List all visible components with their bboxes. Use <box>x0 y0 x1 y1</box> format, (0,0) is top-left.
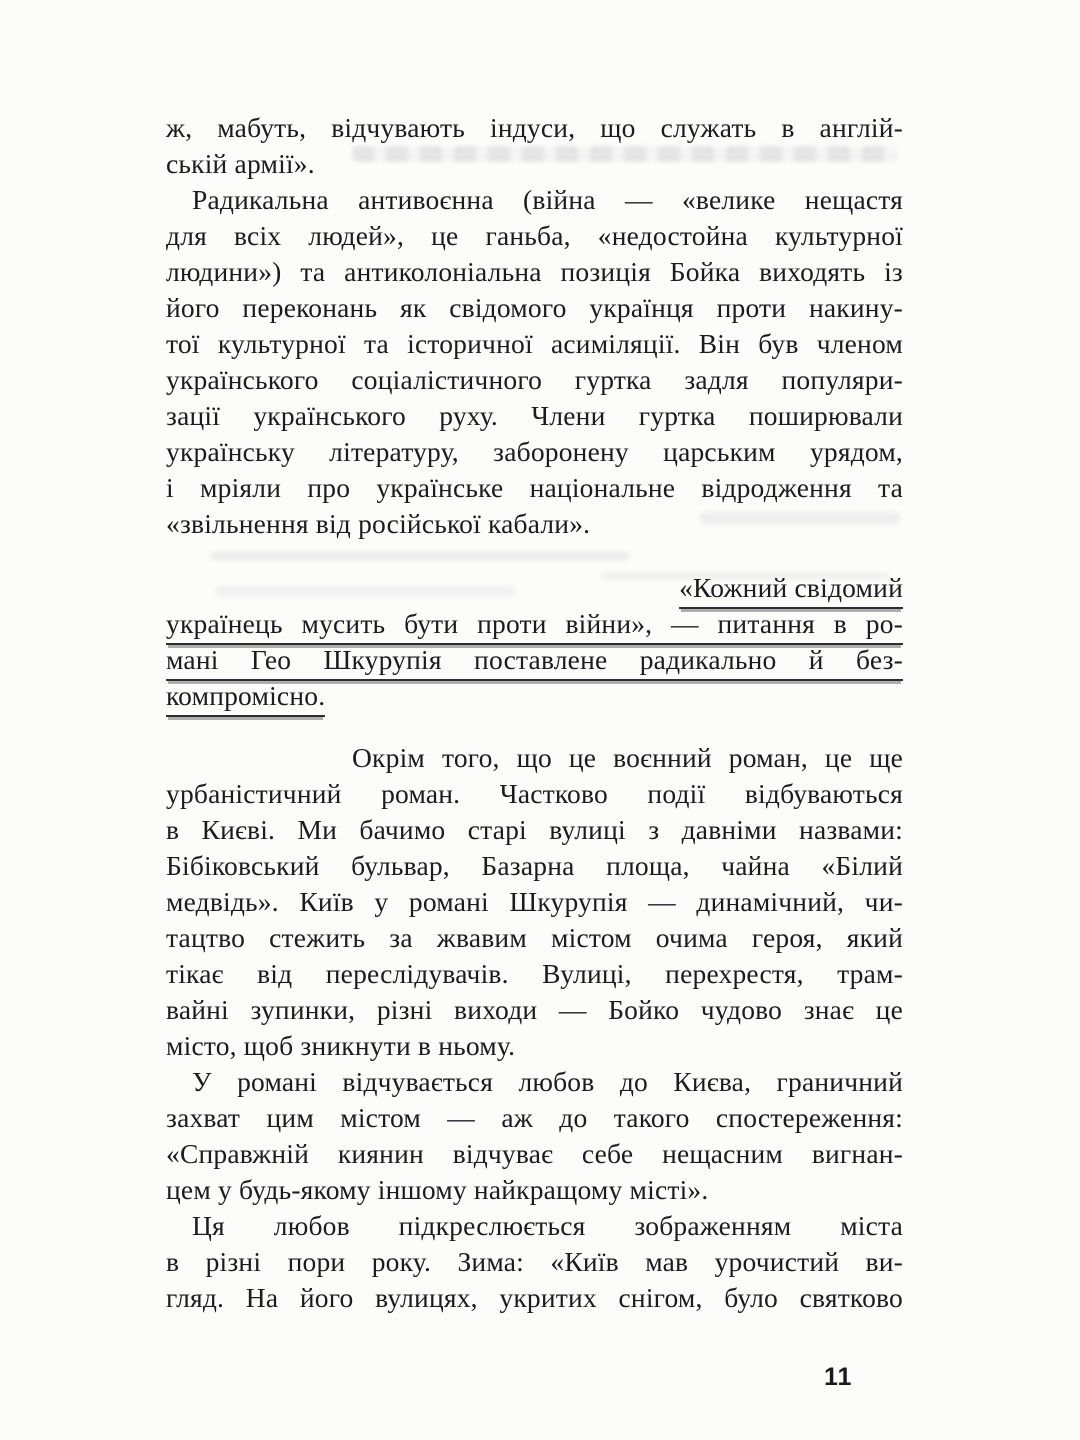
text-line: українського соціалістичного гуртка задля популяри- <box>166 364 903 395</box>
text-line: урбаністичний роман. Частково події відбуваються <box>166 778 903 809</box>
paragraph <box>166 1208 903 1316</box>
text-line: зації українського руху. Члени гуртка поширювали <box>166 400 903 431</box>
text-line: гляд. На його вулицях, укритих снігом, було святково <box>166 1282 903 1313</box>
paragraph <box>166 182 903 542</box>
text-line: «звільнення від російської кабали». <box>166 508 591 539</box>
text-line: тої культурної та історичної асиміляції. Він був членом <box>166 328 903 359</box>
text-line: місто, щоб зникнути в ньому. <box>166 1030 516 1061</box>
text-line: його переконань як свідомого українця проти накину- <box>166 292 903 323</box>
text-line: ж, мабуть, відчувають індуси, що служать в англій- <box>166 112 903 143</box>
text-line: в різні пори року. Зима: «Київ мав урочистий ви- <box>166 1246 903 1277</box>
paragraph <box>166 1064 903 1208</box>
paragraph <box>166 110 903 182</box>
text-line: тацтво стежить за жвавим містом очима героя, який <box>166 922 903 953</box>
text-line: Ця любов підкреслюється зображенням міста <box>192 1210 903 1241</box>
text-line: Радикальна антивоєнна (війна — «велике нещастя <box>192 184 903 215</box>
text-line: вайні зупинки, різні виходи — Бойко чудово знає це <box>166 994 903 1025</box>
page-number: 11 <box>824 1363 853 1391</box>
text-line: в Києві. Ми бачимо старі вулиці з давніми назвами: <box>166 814 903 845</box>
text-line: «Справжній киянин відчуває себе нещасним вигнан- <box>166 1138 903 1169</box>
text-line: захват цим містом — аж до такого спостереження: <box>166 1102 903 1133</box>
text-line: медвідь». Київ у романі Шкурупія — динамічний, чи- <box>166 886 903 917</box>
page-text <box>166 110 903 1316</box>
text-line: мані Гео Шкурупія поставлене радикально й без- <box>166 642 903 678</box>
text-line: Бібіковський бульвар, Базарна площа, чайна «Білий <box>166 850 903 881</box>
text-line: цем у будь-якому іншому найкращому місті». <box>166 1174 709 1205</box>
text-line: тікає від переслідувачів. Вулиці, перехрестя, трам- <box>166 958 903 989</box>
text-line: «Кожний свідомий <box>166 570 903 606</box>
text-line: українську літературу, заборонену царським урядом, <box>166 436 903 467</box>
text-line: Окрім того, що це воєнний роман, це ще <box>352 742 903 773</box>
text-line: українець мусить бути проти війни», — питання в ро- <box>166 606 903 642</box>
text-line: людини») та антиколоніальна позиція Бойка виходять із <box>166 256 903 287</box>
text-line: У романі відчувається любов до Києва, граничний <box>192 1066 903 1097</box>
paragraph <box>166 740 903 1064</box>
text-line: компромісно. <box>166 678 903 714</box>
text-line: ській армії». <box>166 148 315 179</box>
text-line: для всіх людей», це ганьба, «недостойна культурної <box>166 220 903 251</box>
text-line: і мріяли про українське національне відродження та <box>166 472 903 503</box>
block-quote <box>166 570 903 714</box>
